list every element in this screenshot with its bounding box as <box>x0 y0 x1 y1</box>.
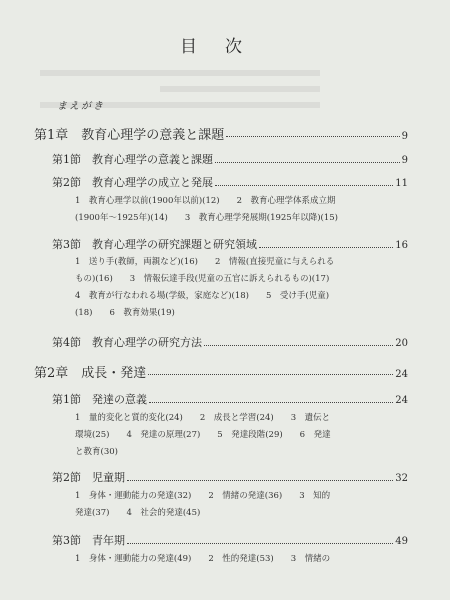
entry-label: 第2節 教育心理学の成立と発展 <box>52 176 213 189</box>
entry-label: 第2章 成長・発達 <box>34 366 147 381</box>
subtopic-line: 環境(25) 4 発達の原理(27) 5 発達段階(29) 6 発達 <box>75 430 331 440</box>
entry-page: 9 <box>401 131 408 142</box>
subtopic-line: (18) 6 教育効果(19) <box>75 308 175 318</box>
toc-entry-section-1-3[interactable] <box>52 236 408 252</box>
dot-leader <box>215 185 393 186</box>
entry-label: 第1節 発達の意義 <box>52 393 147 406</box>
entry-page: 24 <box>395 395 408 406</box>
subtopic-line: 1 教育心理学以前(1900年以前)(12) 2 教育心理学体系成立期 <box>75 196 336 206</box>
subtopic-line: と教育(30) <box>75 447 118 457</box>
toc-entry-chapter-1[interactable] <box>34 124 408 143</box>
entry-label: 第4節 教育心理学の研究方法 <box>52 336 202 349</box>
dot-leader <box>127 543 393 544</box>
subtopic-line: もの)(16) 3 情報伝達手段(児童の五官に訴えられるもの)(17) <box>75 274 330 284</box>
subtopic-line: 1 身体・運動能力の発達(49) 2 性的発達(53) 3 情緒の <box>75 554 331 564</box>
entry-label: 第1章 教育心理学の意義と課題 <box>34 128 225 143</box>
entry-page: 11 <box>395 178 408 189</box>
entry-page: 20 <box>395 338 408 349</box>
dot-leader <box>226 136 399 137</box>
entry-page: 16 <box>395 240 408 251</box>
preface-heading: まえがき <box>57 101 105 112</box>
entry-label: 第1節 教育心理学の意義と課題 <box>52 153 213 166</box>
subtopic-line: 1 量的変化と質的変化(24) 2 成長と学習(24) 3 遺伝と <box>75 413 331 423</box>
dot-leader <box>127 480 393 481</box>
entry-label: 第3節 教育心理学の研究課題と研究領域 <box>52 238 257 251</box>
toc-entry-section-1-2[interactable] <box>52 174 408 190</box>
subtopic-line: 発達(37) 4 社会的発達(45) <box>75 508 201 518</box>
entry-label: 第3節 青年期 <box>52 534 125 547</box>
dot-leader <box>215 162 400 163</box>
toc-entry-section-1-4[interactable] <box>52 334 408 350</box>
subtopics-section-2-2 <box>75 488 330 522</box>
subtopics-section-2-3 <box>75 551 330 568</box>
subtopic-line: 1 送り手(教師，両親など)(16) 2 情報(直接児童に与えられる <box>75 257 335 267</box>
entry-page: 9 <box>401 155 408 166</box>
toc-entry-chapter-2[interactable] <box>34 362 408 381</box>
entry-label: 第2節 児童期 <box>52 471 125 484</box>
toc-entry-section-1-1[interactable] <box>52 151 408 167</box>
toc-entry-section-2-2[interactable] <box>52 469 408 485</box>
subtopics-section-1-2 <box>75 193 338 227</box>
entry-page: 49 <box>395 536 408 547</box>
subtopic-line: 1 身体・運動能力の発達(32) 2 情緒の発達(36) 3 知的 <box>75 491 331 501</box>
subtopic-line: (1900年〜1925年)(14) 3 教育心理学発展期(1925年以降)(15) <box>75 213 338 223</box>
subtopics-section-1-3 <box>75 254 334 322</box>
toc-entry-section-2-1[interactable] <box>52 391 408 407</box>
dot-leader <box>204 345 393 346</box>
subtopic-line: 4 教育が行なわれる場(学級，家庭など)(18) 5 受け手(児童) <box>75 291 330 301</box>
subtopics-section-2-1 <box>75 410 331 461</box>
entry-page: 24 <box>395 369 408 380</box>
dot-leader <box>148 374 393 375</box>
page-title: 目次 <box>180 37 270 57</box>
entry-page: 32 <box>395 473 408 484</box>
toc-entry-section-2-3[interactable] <box>52 532 408 548</box>
dot-leader <box>259 247 393 248</box>
dot-leader <box>149 402 393 403</box>
